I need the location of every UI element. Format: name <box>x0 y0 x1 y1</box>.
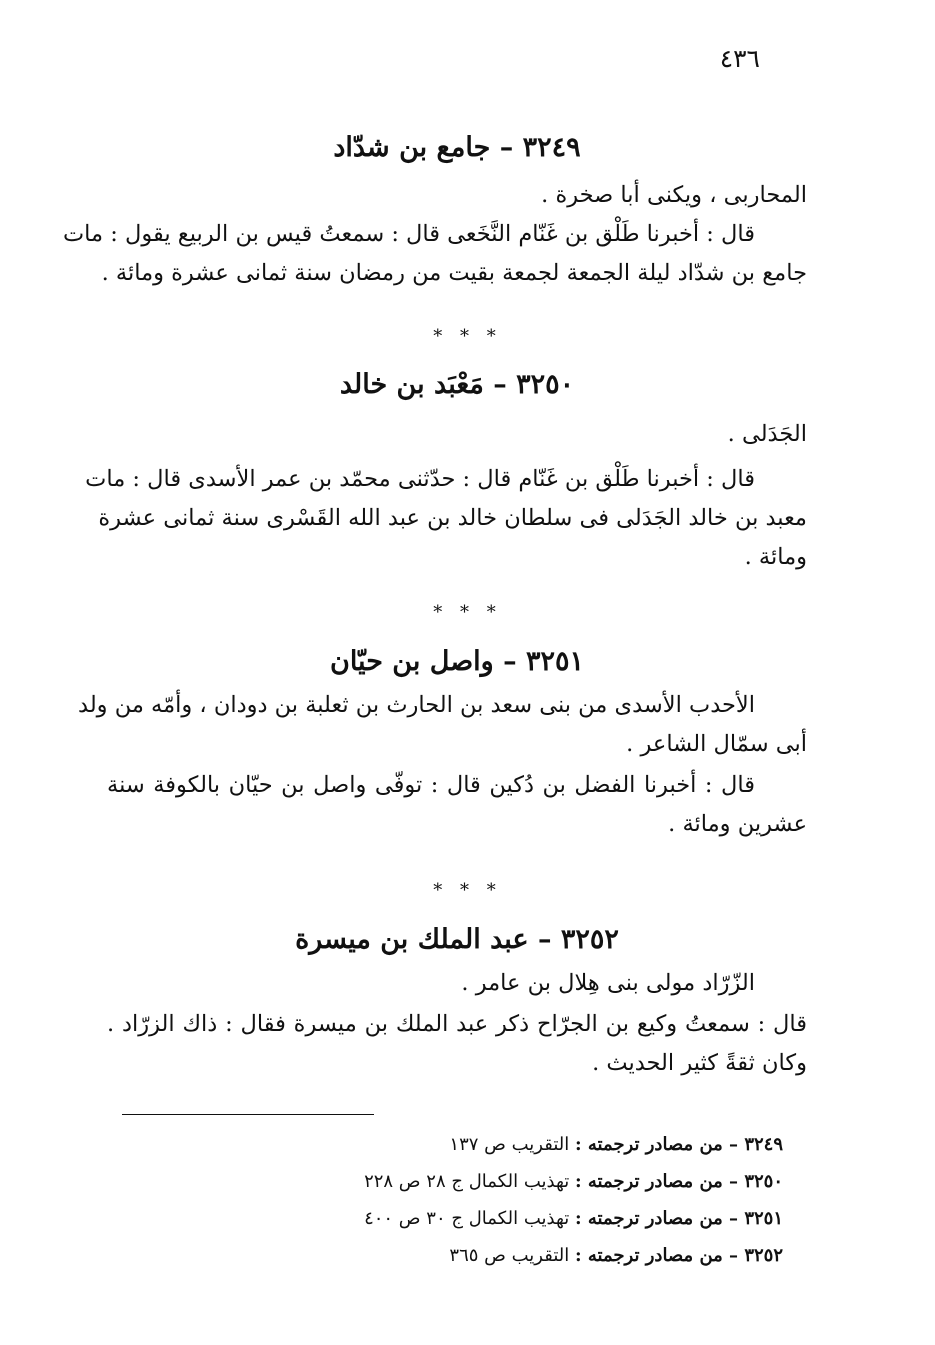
footnote-label: ٣٢٥٠ – من مصادر ترجمته : <box>575 1171 783 1192</box>
entry-line: عشرين ومائة . <box>668 811 807 837</box>
entry-line: قال : سمعتُ وكيع بن الجرّاح ذكر عبد الملك بن ميسرة فقال : ذاك الزرّاد . <box>107 1011 807 1037</box>
footnote-text: تهذيب الكمال ج ٣٠ ص ٤٠٠ <box>364 1208 570 1229</box>
section-separator: * * * <box>433 880 502 901</box>
footnote-text: التقريب ص ٣٦٥ <box>449 1245 570 1266</box>
entry-line: الجَدَلى . <box>727 421 807 447</box>
entry-line: معبد بن خالد الجَدَلى فى سلطان خالد بن عبد الله القَسْرى سنة ثمانى عشرة <box>98 505 807 531</box>
entry-line: الزّرّاد مولى بنى هِلال بن عامر . <box>461 970 755 996</box>
page-number: ٤٣٦ <box>719 44 760 73</box>
entry-line: الأحدب الأسدى من بنى سعد بن الحارث بن ثعلبة بن دودان ، وأمّه من ولد <box>78 692 755 718</box>
footnote-label: ٣٢٤٩ – من مصادر ترجمته : <box>575 1134 783 1155</box>
footnote-rule <box>122 1114 374 1115</box>
footnote <box>83 1200 783 1237</box>
footnote <box>83 1237 783 1274</box>
entry-heading: ٣٢٥٠ – مَعْبَد بن خالد <box>339 369 575 400</box>
footnote-label: ٣٢٥١ – من مصادر ترجمته : <box>575 1208 783 1229</box>
entry-heading: ٣٢٥١ – واصل بن حيّان <box>330 646 584 677</box>
footnote <box>83 1126 783 1163</box>
section-separator: * * * <box>433 602 502 623</box>
footnotes <box>83 1126 783 1274</box>
section-separator: * * * <box>433 326 502 347</box>
entry-line: ومائة . <box>744 544 807 570</box>
footnote <box>83 1163 783 1200</box>
footnote-text: التقريب ص ١٣٧ <box>449 1134 570 1155</box>
entry-line: قال : أخبرنا طَلْق بن غَنّام قال : حدّثنى محمّد بن عمر الأسدى قال : مات <box>85 466 755 492</box>
entry-heading: ٣٢٥٢ – عبد الملك بن ميسرة <box>295 924 619 955</box>
entry-3250 <box>85 365 807 577</box>
entry-3252 <box>107 920 807 1083</box>
entry-line: المحاربى ، ويكنى أبا صخرة . <box>541 182 807 208</box>
entry-line: جامع بن شدّاد ليلة الجمعة لجمعة بقيت من رمضان سنة ثمانى عشرة ومائة . <box>101 260 807 286</box>
footnote-text: تهذيب الكمال ج ٢٨ ص ٢٢٨ <box>364 1171 570 1192</box>
footnote-label: ٣٢٥٢ – من مصادر ترجمته : <box>575 1245 783 1266</box>
entry-3249 <box>63 128 807 293</box>
entry-heading: ٣٢٤٩ – جامع بن شدّاد <box>333 132 581 163</box>
entry-line: أبى سمّال الشاعر . <box>626 731 807 757</box>
entry-3251 <box>78 642 807 844</box>
entry-line: قال : أخبرنا الفضل بن دُكين قال : توفّى واصل بن حيّان بالكوفة سنة <box>107 772 755 798</box>
entry-line: قال : أخبرنا طَلْق بن غَنّام النَّخَعى قال : سمعتُ قيس بن الربيع يقول : مات <box>63 221 755 247</box>
entry-line: وكان ثقةً كثير الحديث . <box>592 1050 807 1076</box>
